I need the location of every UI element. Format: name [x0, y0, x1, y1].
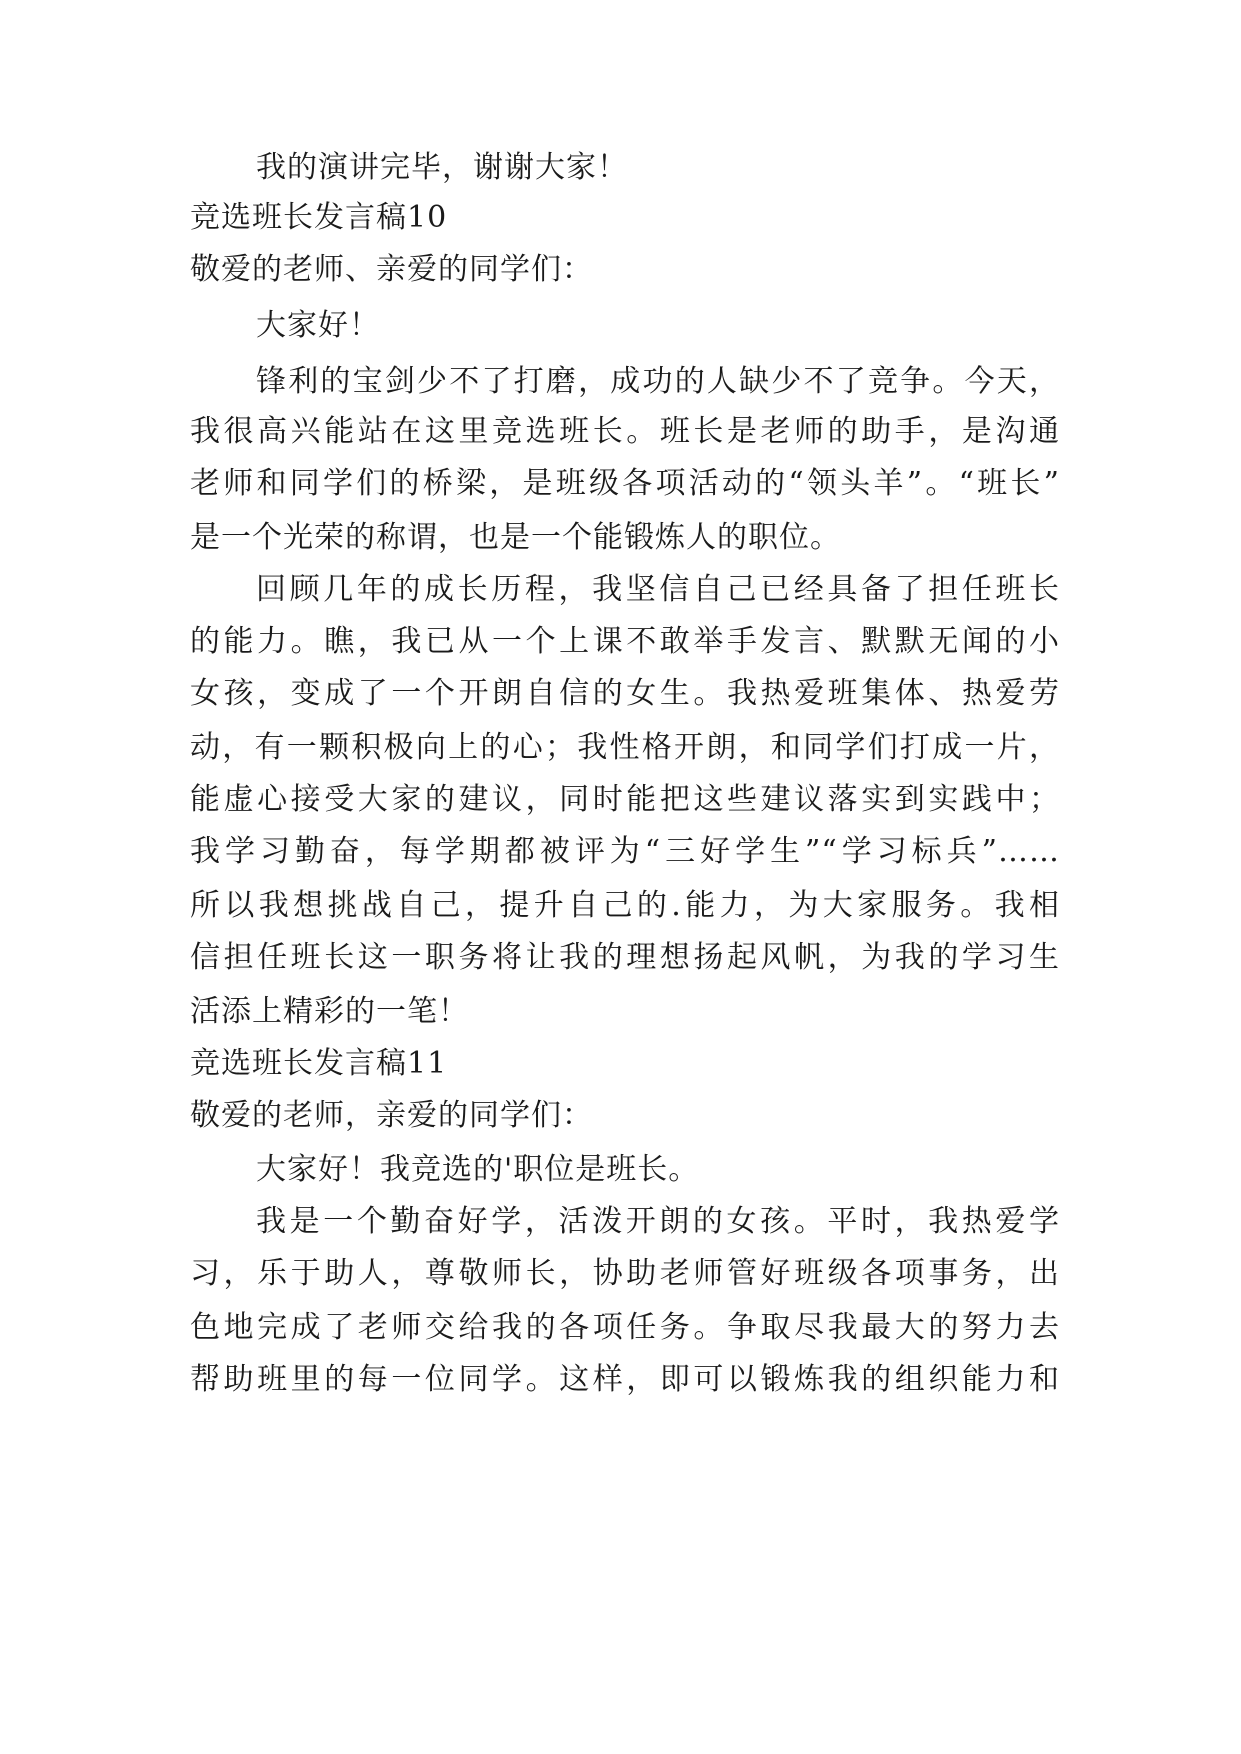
- paragraph-line: 的能力。瞧，我已从一个上课不敢举手发言、默默无闻的小: [190, 624, 1060, 659]
- paragraph-line: 习，乐于助人，尊敬师长，协助老师管好班级各项事务，出: [190, 1256, 1060, 1291]
- closing-line: 我的演讲完毕，谢谢大家！: [256, 150, 628, 185]
- greeting-10: 大家好！: [256, 308, 380, 343]
- greeting-11: 大家好！我竞选的'职位是班长。: [256, 1152, 700, 1187]
- paragraph-line: 我是一个勤奋好学，活泼开朗的女孩。平时，我热爱学: [256, 1204, 1060, 1239]
- salutation-11: 敬爱的老师，亲爱的同学们：: [190, 1098, 593, 1133]
- paragraph-line: 老师和同学们的桥梁，是班级各项活动的“领头羊”。“班长”: [190, 466, 1060, 501]
- salutation-10: 敬爱的老师、亲爱的同学们：: [190, 252, 593, 287]
- paragraph-line: 我学习勤奋，每学期都被评为“三好学生”“学习标兵”……: [190, 834, 1060, 869]
- paragraph-line: 活添上精彩的一笔！: [190, 994, 469, 1029]
- paragraph-line: 锋利的宝剑少不了打磨，成功的人缺少不了竞争。今天，: [256, 364, 1060, 399]
- section-title-10: 竞选班长发言稿10: [190, 200, 448, 235]
- paragraph-line: 色地完成了老师交给我的各项任务。争取尽我最大的努力去: [190, 1310, 1060, 1345]
- paragraph-line: 女孩，变成了一个开朗自信的女生。我热爱班集体、热爱劳: [190, 676, 1060, 711]
- paragraph-line: 我很高兴能站在这里竞选班长。班长是老师的助手，是沟通: [190, 414, 1060, 449]
- paragraph-line: 是一个光荣的称谓，也是一个能锻炼人的职位。: [190, 520, 841, 555]
- paragraph-line: 所以我想挑战自己，提升自己的.能力，为大家服务。我相: [190, 888, 1060, 923]
- paragraph-line: 帮助班里的每一位同学。这样，即可以锻炼我的组织能力和: [190, 1362, 1060, 1397]
- paragraph-line: 能虚心接受大家的建议，同时能把这些建议落实到实践中；: [190, 782, 1060, 817]
- section-title-11: 竞选班长发言稿11: [190, 1046, 448, 1081]
- paragraph-line: 信担任班长这一职务将让我的理想扬起风帆，为我的学习生: [190, 940, 1060, 975]
- paragraph-line: 动，有一颗积极向上的心；我性格开朗，和同学们打成一片，: [190, 730, 1060, 765]
- paragraph-line: 回顾几年的成长历程，我坚信自己已经具备了担任班长: [256, 572, 1060, 607]
